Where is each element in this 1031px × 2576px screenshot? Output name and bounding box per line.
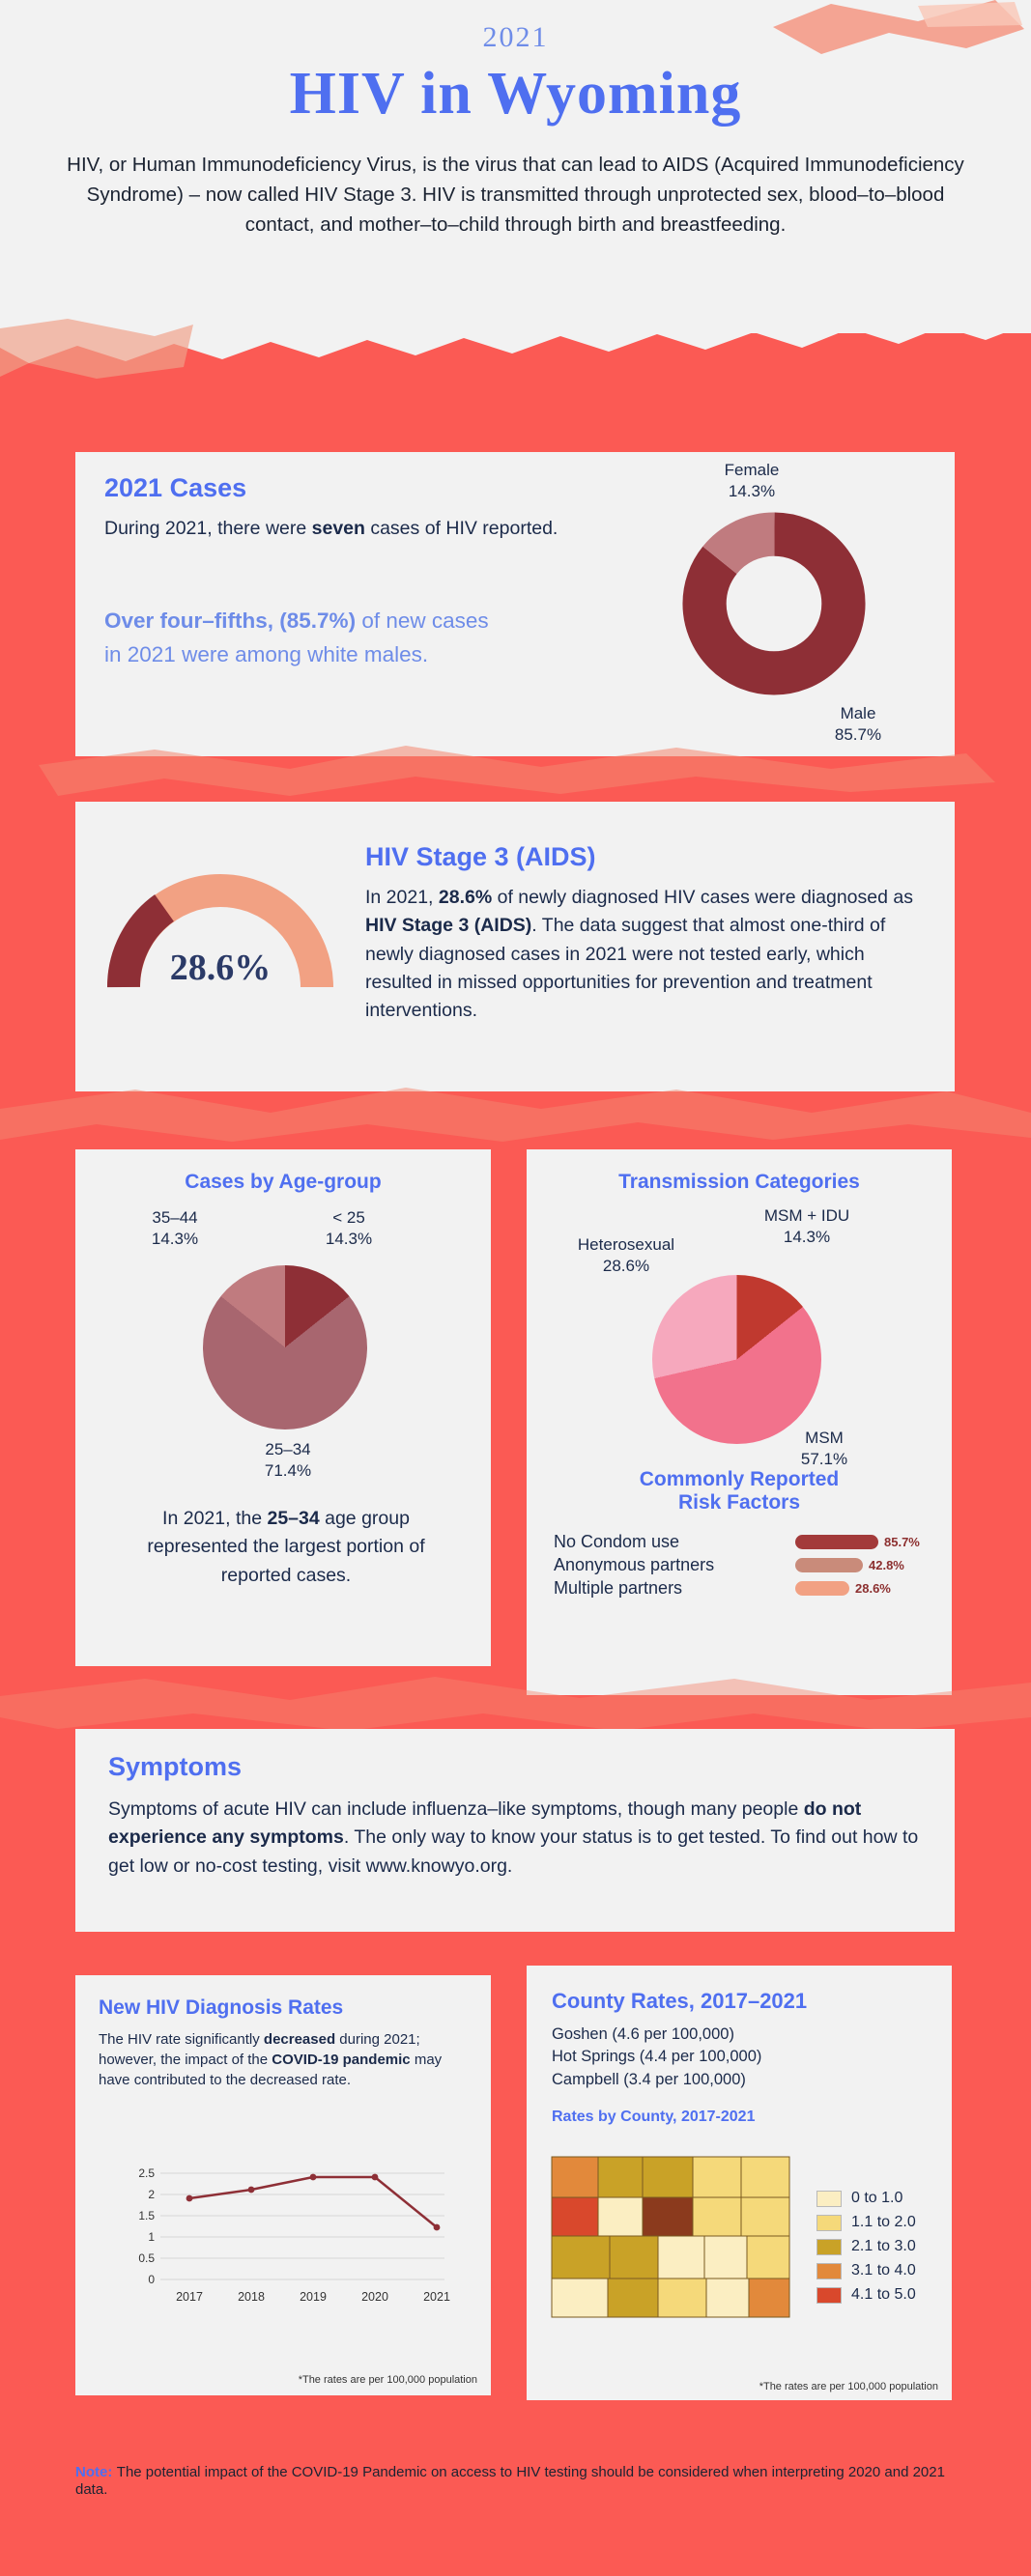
risk-label: Multiple partners	[554, 1578, 683, 1598]
donut-label-male: Male 85.7%	[834, 704, 882, 745]
svg-text:1.5: 1.5	[138, 2209, 155, 2222]
risk-title-2: Risk Factors	[677, 1491, 801, 1514]
risk-bar	[795, 1535, 878, 1549]
stage3-gauge-value: 28.6%	[169, 948, 272, 988]
legend-label: 1.1 to 2.0	[851, 2214, 916, 2230]
age-group-card	[75, 1149, 491, 1666]
transmission-pie-chart	[652, 1275, 821, 1444]
age-label-under25: < 25 14.3%	[325, 1208, 373, 1249]
note-bar	[0, 2458, 1031, 2535]
svg-text:2020: 2020	[361, 2290, 388, 2304]
stage3-body: In 2021, 28.6% of newly diagnosed HIV cases were diagnosed as HIV Stage 3 (AIDS). The data suggest that almost one-third of newly diagnosed cases in 2021 were not tested early, which resulted in missed opportunities for prevention and treatment interventions.	[365, 887, 913, 1021]
county-line: Goshen (4.6 per 100,000)	[552, 2025, 734, 2043]
age-label-35-44: 35–44 14.3%	[151, 1208, 199, 1249]
note-text: The potential impact of the COVID-19 Pandemic on access to HIV testing should be considered when interpreting 2020 and 2021 data.	[75, 2464, 945, 2498]
legend-swatch	[816, 2287, 842, 2304]
tape-decoration-left	[0, 319, 193, 386]
legend-item	[816, 2262, 916, 2279]
transmission-label-msm-idu: MSM + IDU 14.3%	[763, 1206, 850, 1247]
svg-text:2017: 2017	[176, 2290, 203, 2304]
county-footnote: *The rates are per 100,000 population	[759, 2381, 938, 2392]
risk-pct: 42.8%	[869, 1558, 904, 1572]
symptoms-title: Symptoms	[108, 1752, 243, 1781]
county-line: Hot Springs (4.4 per 100,000)	[552, 2048, 762, 2066]
map-legend	[816, 2190, 916, 2310]
legend-swatch	[816, 2239, 842, 2255]
legend-item	[816, 2238, 916, 2255]
legend-swatch	[816, 2191, 842, 2207]
cases-card	[75, 452, 955, 756]
risk-row	[554, 1555, 931, 1575]
county-title: County Rates, 2017–2021	[552, 1989, 808, 2013]
stage3-text-block	[365, 842, 926, 1025]
transmission-title: Transmission Categories	[618, 1171, 860, 1193]
map-title: Rates by County, 2017-2021	[552, 2109, 756, 2126]
rates-title: New HIV Diagnosis Rates	[99, 1996, 344, 2019]
legend-label: 0 to 1.0	[851, 2190, 903, 2206]
donut-label-female: Female 14.3%	[724, 461, 780, 501]
cases-highlight	[104, 605, 510, 672]
header-year: 2021	[482, 21, 549, 53]
cases-text-bold: seven	[311, 518, 365, 539]
rates-body: The HIV rate significantly decreased during 2021; however, the impact of the COVID-19 pandemic may have contributed to the decreased rate.	[99, 2031, 443, 2088]
risk-pct: 85.7%	[884, 1535, 920, 1549]
risk-pct: 28.6%	[855, 1581, 891, 1596]
legend-label: 3.1 to 4.0	[851, 2262, 916, 2279]
svg-text:1: 1	[148, 2230, 155, 2244]
legend-item	[816, 2190, 916, 2207]
age-title: Cases by Age-group	[185, 1171, 382, 1193]
diagnosis-rates-card	[75, 1975, 491, 2395]
county-rates-card	[527, 1966, 952, 2400]
svg-text:2: 2	[148, 2188, 155, 2201]
cases-highlight-bold: Over four–fifths, (85.7%)	[104, 609, 357, 634]
legend-item	[816, 2286, 916, 2304]
risk-title-1: Commonly Reported	[639, 1468, 840, 1490]
cases-title: 2021 Cases	[104, 473, 247, 502]
age-caption: In 2021, the 25–34 age group represented the largest portion of reported cases.	[147, 1508, 425, 1586]
risk-row	[554, 1578, 931, 1599]
symptoms-card	[75, 1729, 955, 1932]
svg-text:2.5: 2.5	[138, 2166, 155, 2180]
age-pie-chart	[203, 1265, 367, 1430]
tape-decoration-top-right	[773, 0, 1024, 58]
torn-divider-2	[0, 1080, 1031, 1157]
symptoms-body: Symptoms of acute HIV can include influenza–like symptoms, though many people do not experience any symptoms. The only way to know your status is to get tested. To find out how to get low or no-cost testing, visit www.knowyo.org.	[108, 1798, 919, 1877]
legend-label: 2.1 to 3.0	[851, 2238, 916, 2254]
stage3-gauge	[104, 862, 336, 1016]
sex-donut-chart	[682, 512, 866, 695]
cases-text-post: cases of HIV reported.	[364, 518, 558, 539]
diagnosis-rates-line-chart	[104, 2164, 462, 2318]
transmission-card	[527, 1149, 952, 1695]
risk-label: Anonymous partners	[554, 1555, 715, 1574]
legend-swatch	[816, 2215, 842, 2231]
legend-item	[816, 2214, 916, 2231]
legend-swatch	[816, 2263, 842, 2279]
cases-text-pre: During 2021, there were	[104, 518, 312, 539]
risk-bar	[795, 1558, 863, 1572]
age-label-25-34: 25–34 71.4%	[264, 1440, 312, 1481]
risk-row	[554, 1532, 931, 1552]
svg-text:2019: 2019	[300, 2290, 327, 2304]
transmission-label-msm: MSM 57.1%	[800, 1429, 848, 1469]
page-title: HIV in Wyoming	[289, 61, 742, 127]
cases-highlight-rest: of new cases in 2021 were among white males.	[104, 609, 489, 667]
stage3-card	[75, 802, 955, 1091]
rates-footnote: *The rates are per 100,000 population	[298, 2374, 477, 2386]
county-line: Campbell (3.4 per 100,000)	[552, 2070, 746, 2088]
risk-bar	[795, 1581, 849, 1596]
legend-label: 4.1 to 5.0	[851, 2286, 916, 2303]
svg-text:2021: 2021	[423, 2290, 450, 2304]
stage3-title: HIV Stage 3 (AIDS)	[365, 842, 596, 871]
header-intro: HIV, or Human Immunodeficiency Virus, is the virus that can lead to AIDS (Acquired Immunodeficiency Syndrome) – now called HIV Stage 3. HIV is transmitted through unprotected sex, blood–to–blood contact, and mother–to–child through birth and breastfeeding.	[67, 154, 964, 237]
transmission-label-heterosexual: Heterosexual 28.6%	[577, 1235, 675, 1276]
risk-label: No Condom use	[554, 1532, 680, 1551]
risk-factor-list	[554, 1529, 931, 1601]
svg-text:0: 0	[148, 2273, 155, 2286]
wyoming-county-map	[550, 2149, 791, 2333]
svg-text:2018: 2018	[238, 2290, 265, 2304]
note-label: Note:	[75, 2464, 113, 2480]
svg-text:0.5: 0.5	[138, 2251, 155, 2265]
